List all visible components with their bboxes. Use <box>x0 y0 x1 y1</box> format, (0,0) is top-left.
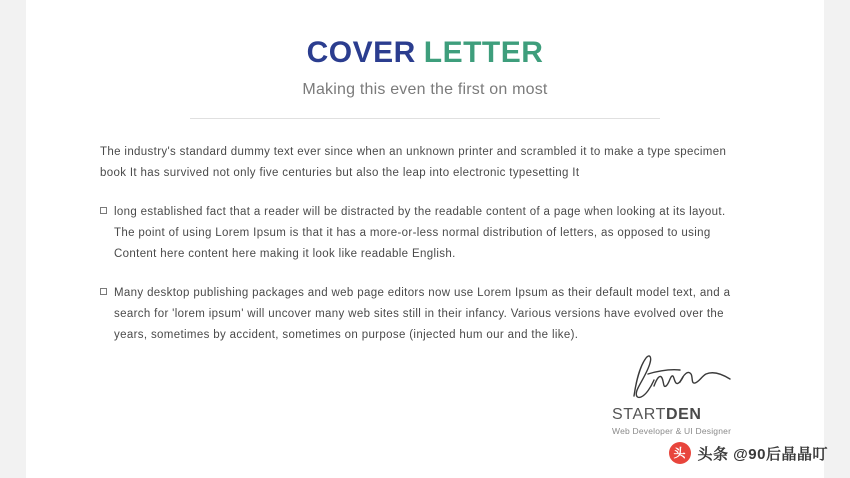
title-block <box>0 36 850 99</box>
watermark-text: 头条 @90后晶晶叮 <box>697 445 828 463</box>
handwritten-signature-icon <box>618 352 738 404</box>
watermark <box>669 442 828 464</box>
signature-name <box>612 406 752 424</box>
paragraph-text: Many desktop publishing packages and web page editors now use Lorem Ipsum as their default model text, and a search for 'lorem ipsum' will uncover many web sites still in their infancy. Various versions have evolved over the years, sometimes by accident, sometimes on purpose (injected hum our and the like). <box>114 287 731 341</box>
paragraph-bulleted <box>100 202 745 265</box>
paragraph: The industry's standard dummy text ever since when an unknown printer and scrambled it to make a type specimen book It has survived not only five centuries but also the leap into electronic typesetting It <box>100 146 727 179</box>
signature-name-part2: DEN <box>665 406 702 423</box>
page-subtitle: Making this even the first on most <box>302 81 548 98</box>
page-title-part2: LETTER <box>423 36 544 69</box>
checkbox-bullet-icon <box>100 288 107 295</box>
document-body <box>100 142 745 364</box>
toutiao-logo-icon: 头 <box>669 442 691 464</box>
page-title-part1: COVER <box>306 36 416 69</box>
paragraph-bulleted <box>100 283 745 346</box>
signature-name-part1: START <box>612 406 666 423</box>
signature-role: Web Developer & UI Designer <box>612 426 732 436</box>
title-divider <box>190 118 660 119</box>
page-title <box>0 36 850 69</box>
checkbox-bullet-icon <box>100 207 107 214</box>
paragraph-text: long established fact that a reader will be distracted by the readable content of a page when looking at its layout. The point of using Lorem Ipsum is that it has a more-or-less normal distribution of letters, as opposed to using Content here content here making it look like readable English. <box>114 206 726 260</box>
signature-block <box>612 352 752 436</box>
